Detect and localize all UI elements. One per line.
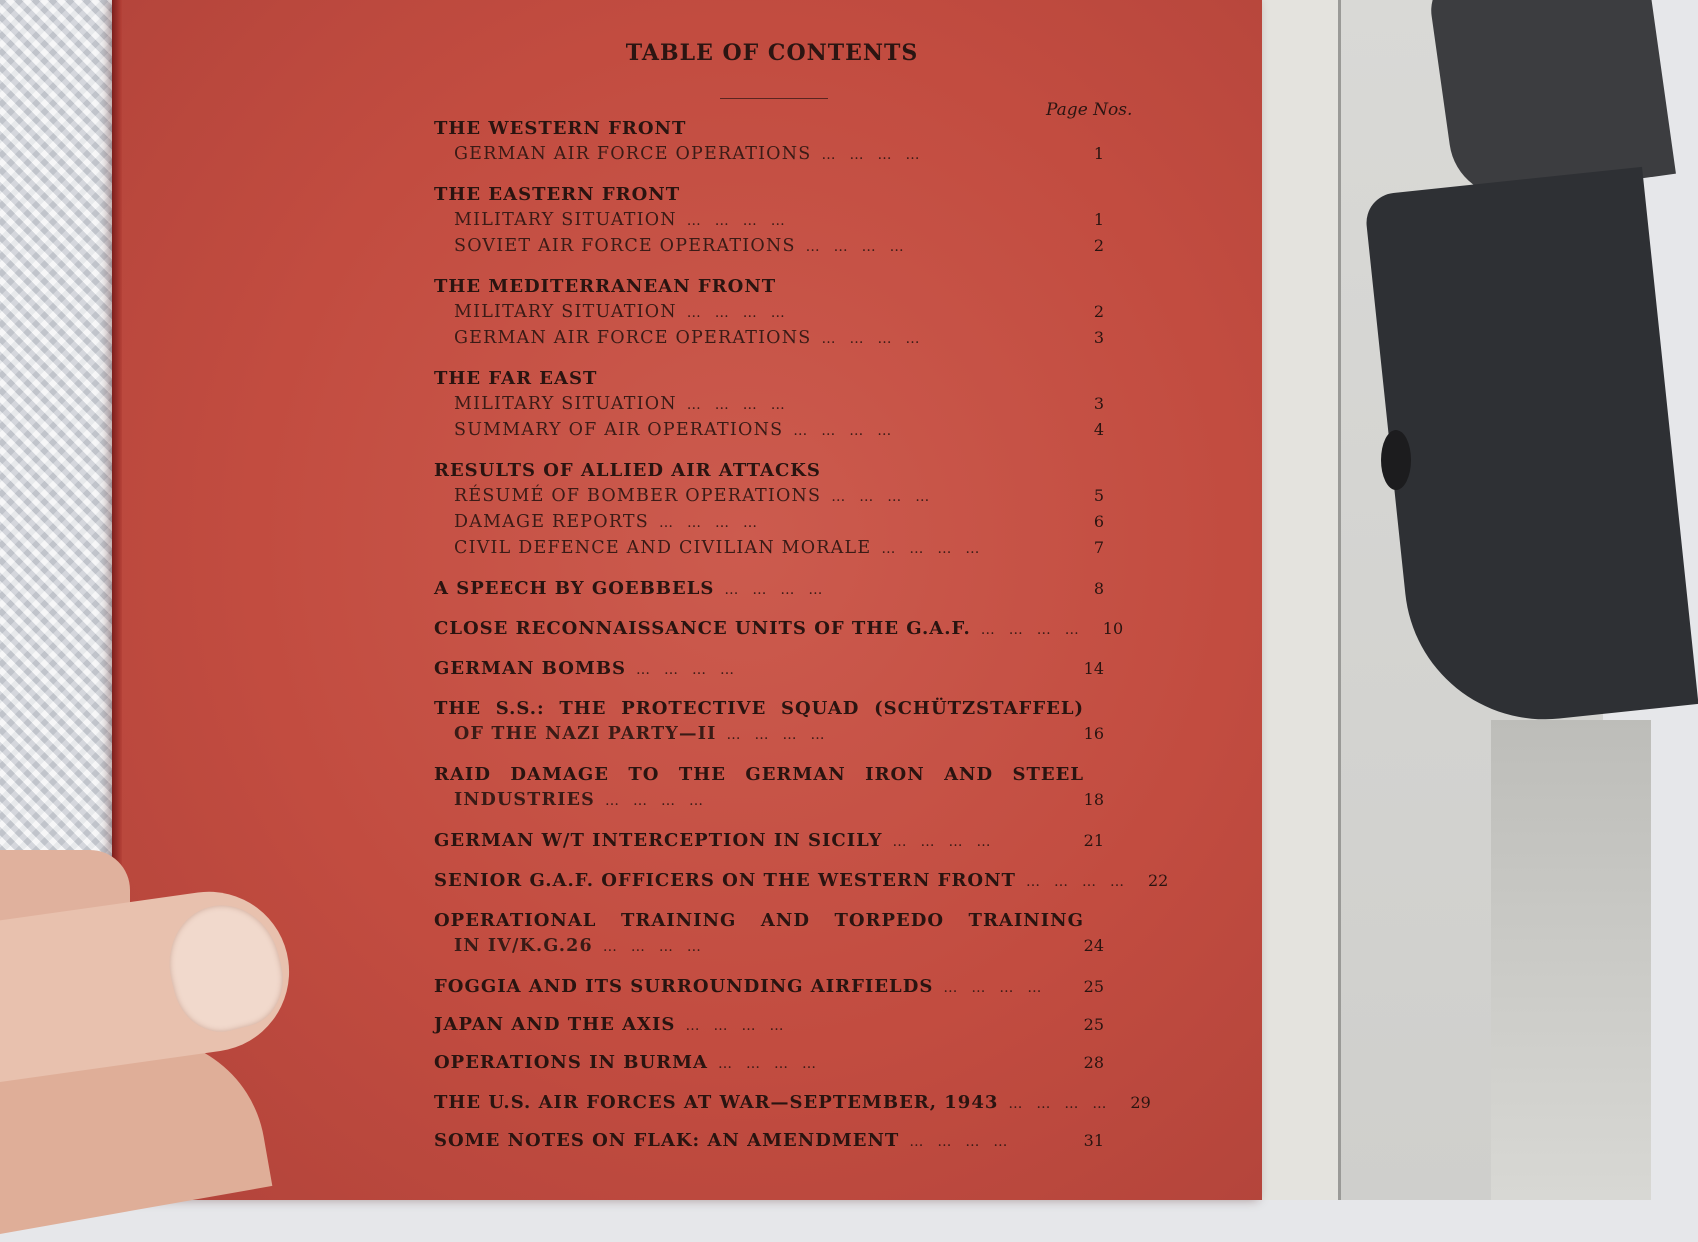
toc-entry: SENIOR G.A.F. OFFICERS ON THE WESTERN FRONT ………… 22: [434, 870, 1169, 891]
toc-entry: SOME NOTES ON FLAK: AN AMENDMENT ………… 31: [434, 1130, 1104, 1151]
toc-entry-first-line: RAID DAMAGE TO THE GERMAN IRON AND STEEL: [434, 764, 1084, 785]
toc-entry: DAMAGE REPORTS ………… 6: [454, 512, 1104, 532]
toc-entry: GERMAN AIR FORCE OPERATIONS ………… 3: [454, 328, 1104, 348]
toc-entry-continuation: IN IV/K.G.26 ………… 24: [454, 936, 1104, 956]
toc-entry: CIVIL DEFENCE AND CIVILIAN MORALE ………… 7: [454, 538, 1104, 558]
toc-section-heading: RESULTS OF ALLIED AIR ATTACKS: [434, 460, 821, 481]
toc-entry: SOVIET AIR FORCE OPERATIONS ………… 2: [454, 236, 1104, 256]
toc-section-heading: THE FAR EAST: [434, 368, 598, 389]
toc-entry: CLOSE RECONNAISSANCE UNITS OF THE G.A.F. ………… 10: [434, 618, 1124, 639]
toc-entry: MILITARY SITUATION ………… 1: [454, 210, 1104, 230]
page-numbers-label: Page Nos.: [1046, 100, 1133, 120]
toc-entry: GERMAN AIR FORCE OPERATIONS ………… 1: [454, 144, 1104, 164]
toc-entry: MILITARY SITUATION ………… 2: [454, 302, 1104, 322]
toc-section-heading: THE EASTERN FRONT: [434, 184, 681, 205]
toc-entry: OPERATIONS IN BURMA ………… 28: [434, 1052, 1104, 1073]
facing-photograph: [1338, 0, 1603, 1200]
toc-entry: RÉSUMÉ OF BOMBER OPERATIONS ………… 5: [454, 486, 1104, 506]
toc-entry: A SPEECH BY GOEBBELS ………… 8: [434, 578, 1104, 599]
toc-entry-first-line: THE S.S.: THE PROTECTIVE SQUAD (SCHÜTZSTAFFEL): [434, 698, 1084, 719]
toc-entry: GERMAN W/T INTERCEPTION IN SICILY ………… 21: [434, 830, 1104, 851]
toc-section-heading: THE MEDITERRANEAN FRONT: [434, 276, 777, 297]
toc-entry-continuation: OF THE NAZI PARTY—II ………… 16: [454, 724, 1104, 744]
toc-entry: FOGGIA AND ITS SURROUNDING AIRFIELDS ………… 25: [434, 976, 1104, 997]
toc-entry-first-line: OPERATIONAL TRAINING AND TORPEDO TRAINING: [434, 910, 1084, 931]
toc-entry: JAPAN AND THE AXIS ………… 25: [434, 1014, 1104, 1035]
toc-entry: THE U.S. AIR FORCES AT WAR—SEPTEMBER, 1943 ………… 29: [434, 1092, 1151, 1113]
toc-title: TABLE OF CONTENTS: [625, 40, 919, 66]
toc-entry: SUMMARY OF AIR OPERATIONS ………… 4: [454, 420, 1104, 440]
toc-entry-continuation: INDUSTRIES ………… 18: [454, 790, 1104, 810]
toc-entry: MILITARY SITUATION ………… 3: [454, 394, 1104, 414]
toc-entry: GERMAN BOMBS ………… 14: [434, 658, 1104, 679]
table-of-contents: [434, 0, 1169, 1200]
toc-section-heading: THE WESTERN FRONT: [434, 118, 687, 139]
